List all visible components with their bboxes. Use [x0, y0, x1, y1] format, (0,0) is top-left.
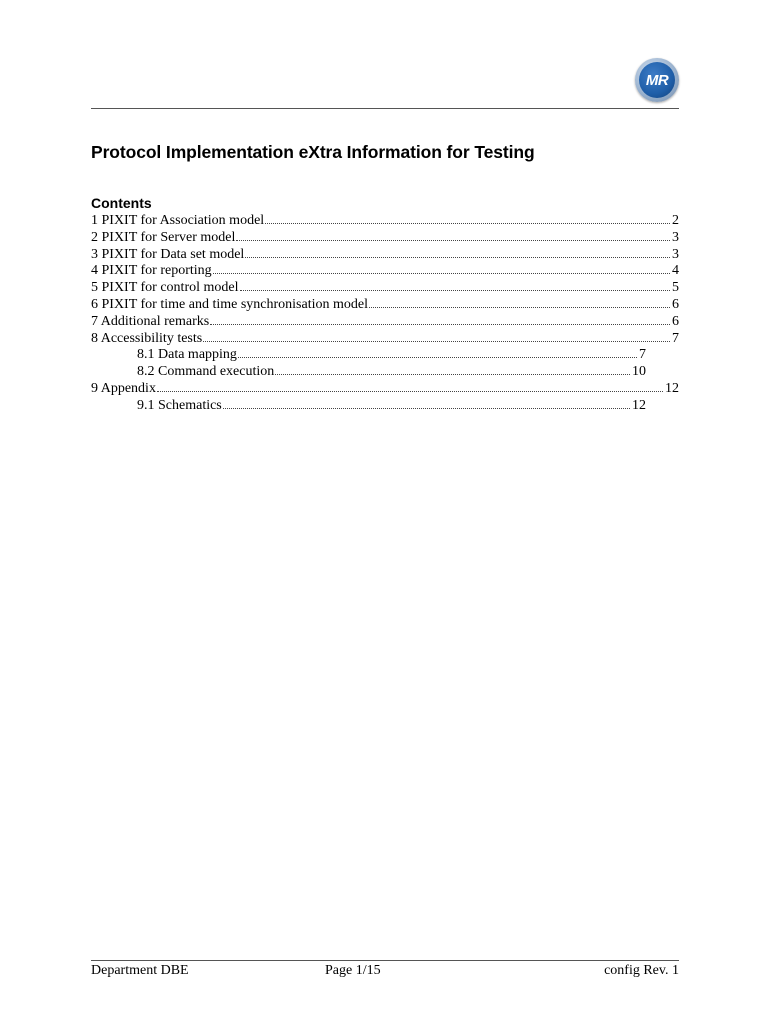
toc-leader-dots — [157, 390, 663, 392]
toc-entry[interactable] — [91, 347, 646, 364]
toc-entry[interactable] — [91, 263, 679, 280]
toc-leader-dots — [240, 289, 671, 291]
toc-leader-dots — [223, 407, 630, 409]
toc-entry[interactable] — [91, 314, 679, 331]
toc-leader-dots — [236, 239, 670, 241]
toc-entry-page: 7 — [672, 330, 679, 346]
toc-entry-label: 5 PIXIT for control model — [91, 280, 239, 296]
toc-entry[interactable] — [91, 398, 646, 415]
toc-leader-dots — [210, 323, 670, 325]
toc-entry[interactable] — [91, 381, 679, 398]
toc-leader-dots — [369, 306, 670, 308]
toc-entry-page: 4 — [672, 263, 679, 279]
footer-revision: config Rev. 1 — [604, 963, 679, 978]
toc-entry-label: 2 PIXIT for Server model — [91, 229, 236, 245]
toc-entry-label: 8 Accessibility tests — [91, 330, 203, 346]
contents-heading: Contents — [91, 195, 152, 211]
toc-entry-page: 10 — [632, 364, 646, 380]
toc-entry-label: 3 PIXIT for Data set model — [91, 246, 245, 262]
toc-leader-dots — [245, 256, 670, 258]
toc-entry-page: 12 — [632, 397, 646, 413]
mr-logo-badge — [639, 62, 675, 98]
footer-department: Department DBE — [91, 963, 189, 978]
toc-entry[interactable] — [91, 230, 679, 247]
toc-leader-dots — [238, 356, 637, 358]
toc-entry-label: 9.1 Schematics — [137, 397, 222, 413]
toc-entry[interactable] — [91, 247, 679, 264]
footer-divider — [91, 960, 679, 961]
header-divider — [91, 108, 679, 109]
toc-entry-page: 2 — [672, 213, 679, 228]
footer-page-number: Page 1/15 — [325, 963, 381, 978]
page-footer — [91, 963, 679, 981]
toc-entry-label: 8.2 Command execution — [137, 364, 275, 380]
toc-entry-label: 9 Appendix — [91, 380, 156, 396]
toc-entry[interactable] — [91, 331, 679, 348]
toc-entry-label: 1 PIXIT for Association model — [91, 213, 265, 228]
toc-entry-page: 12 — [665, 380, 679, 396]
document-title: Protocol Implementation eXtra Information for Testing — [91, 142, 535, 162]
mr-logo — [635, 58, 679, 102]
toc-entry-page: 6 — [672, 296, 679, 312]
toc-entry[interactable] — [91, 213, 679, 230]
toc-entry-label: 4 PIXIT for reporting — [91, 263, 212, 279]
toc-entry-label: 7 Additional remarks — [91, 313, 210, 329]
toc-leader-dots — [203, 340, 670, 342]
toc-entry[interactable] — [91, 364, 646, 381]
table-of-contents — [91, 213, 679, 415]
toc-entry-page: 5 — [672, 280, 679, 296]
mr-logo-text: MR — [645, 71, 669, 89]
toc-entry-label: 6 PIXIT for time and time synchronisation model — [91, 296, 368, 312]
toc-entry-page: 6 — [672, 313, 679, 329]
toc-leader-dots — [275, 373, 630, 375]
toc-entry-page: 3 — [672, 229, 679, 245]
toc-entry-page: 7 — [639, 347, 646, 363]
toc-entry[interactable] — [91, 280, 679, 297]
toc-leader-dots — [265, 222, 670, 224]
toc-entry-page: 3 — [672, 246, 679, 262]
toc-entry-label: 8.1 Data mapping — [137, 347, 237, 363]
toc-leader-dots — [213, 272, 670, 274]
toc-entry[interactable] — [91, 297, 679, 314]
